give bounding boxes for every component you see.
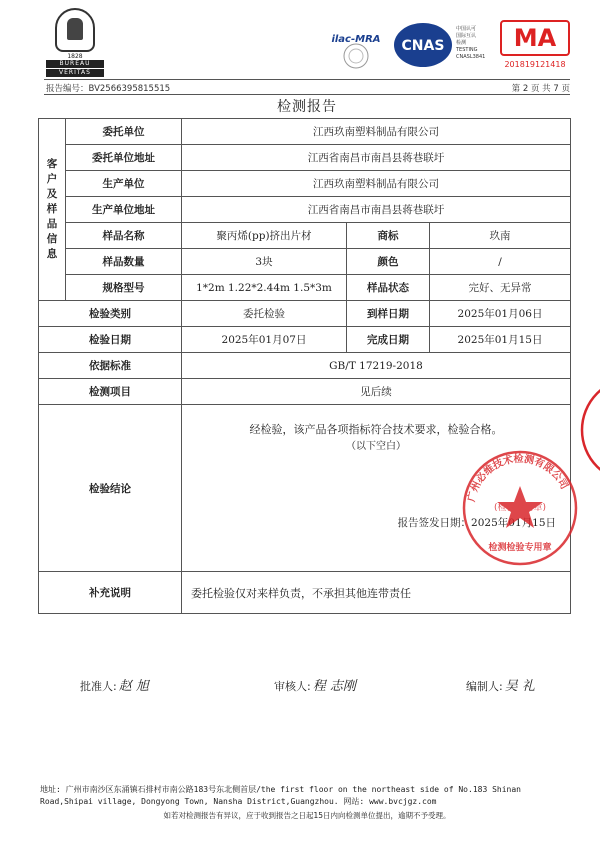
svg-text:ilac-MRA: ilac-MRA: [331, 34, 381, 45]
spec-value: 1*2m 1.22*2.44m 1.5*3m: [182, 275, 347, 301]
conclusion-blank-note: （以下空白）: [346, 441, 406, 452]
approver-label: 批准人:: [80, 680, 117, 693]
sample-state-value: 完好、无异常: [430, 275, 571, 301]
producer-value: 江西玖南塑料制品有限公司: [182, 171, 571, 197]
customer-sample-info-label: [39, 119, 66, 301]
report-number: 报告编号：BV2566395815515: [46, 84, 171, 94]
client-address-value: 江西省南昌市南昌县蒋巷联圩: [182, 145, 571, 171]
table-row: [39, 379, 571, 405]
bureau-veritas-logo: [46, 8, 104, 78]
side-label-text: 客户及样品信息: [46, 158, 58, 260]
bv-shield-icon: [55, 8, 95, 52]
spec-label: 规格型号: [66, 275, 182, 301]
table-row: [39, 249, 571, 275]
footer-notice: 如若对检测报告有异议，应于收到报告之日起15日内向检测单位提出，逾期不予受理。: [163, 811, 451, 820]
editor-signature: [466, 675, 535, 694]
svg-text:(检验专用章): (检验专用章): [493, 503, 547, 513]
table-row: [39, 353, 571, 379]
approver-signature: [80, 675, 149, 694]
svg-text:广州必维技术检测有限公司: 广州必维技术检测有限公司: [466, 453, 570, 503]
supplement-value: 委托检验仅对来样负责，不承担其他连带责任: [182, 572, 571, 614]
sample-qty-label: 样品数量: [66, 249, 182, 275]
reviewer-name: 程 志刚: [312, 679, 356, 694]
editor-label: 编制人:: [466, 680, 503, 693]
test-items-value: 见后续: [182, 379, 571, 405]
complete-date-value: 2025年01月15日: [430, 327, 571, 353]
producer-label: 生产单位: [66, 171, 182, 197]
standard-value: GB/T 17219-2018: [182, 353, 571, 379]
ma-mark: MA: [500, 20, 570, 56]
header-divider-2: [44, 94, 570, 95]
cnas-side-text: [456, 26, 498, 61]
cnas-side-line: CNASL3841: [456, 54, 486, 60]
table-row: [39, 223, 571, 249]
cnas-side-line: 中国认可: [456, 26, 477, 32]
reviewer-label: 审核人:: [274, 680, 311, 693]
producer-address-value: 江西省南昌市南昌县蒋巷联圩: [182, 197, 571, 223]
brand-label: 商标: [347, 223, 430, 249]
table-row: [39, 171, 571, 197]
bv-bureau-text: BUREAU: [46, 60, 104, 68]
sample-name-value: 聚丙烯(pp)挤出片材: [182, 223, 347, 249]
test-date-label: 检验日期: [39, 327, 182, 353]
test-items-label: 检测项目: [39, 379, 182, 405]
edge-seal-fragment: [574, 370, 600, 490]
sample-qty-value: 3块: [182, 249, 347, 275]
page-number: 第 2 页 共 7 页: [511, 84, 570, 94]
table-row: [39, 119, 571, 145]
cnas-side-line: 国际互认: [456, 33, 477, 39]
test-type-value: 委托检验: [182, 301, 347, 327]
color-value: /: [430, 249, 571, 275]
cma-logo: [500, 20, 570, 74]
issue-date: 报告签发日期：2025年01月15日: [397, 517, 557, 529]
sample-state-label: 样品状态: [347, 275, 430, 301]
bv-veritas-text: VERITAS: [46, 69, 104, 77]
ma-number: 201819121418: [504, 60, 566, 69]
brand-value: 玖南: [430, 223, 571, 249]
bv-year: 1828: [67, 53, 83, 60]
table-row: [39, 301, 571, 327]
color-label: 颜色: [347, 249, 430, 275]
table-row: [39, 197, 571, 223]
arrive-date-label: 到样日期: [347, 301, 430, 327]
table-row: [39, 275, 571, 301]
header-divider: [44, 79, 570, 80]
table-row: [39, 572, 571, 614]
cnas-logo: [392, 20, 454, 70]
arrive-date-value: 2025年01月06日: [430, 301, 571, 327]
test-date-value: 2025年01月07日: [182, 327, 347, 353]
supplement-label: 补充说明: [39, 572, 182, 614]
page-title: 检测报告: [277, 99, 337, 115]
reviewer-signature: [274, 675, 356, 694]
conclusion-label: 检验结论: [39, 405, 182, 572]
cnas-side-line: 检测: [456, 40, 467, 46]
table-row: [39, 327, 571, 353]
approver-name: 赵 旭: [118, 679, 149, 694]
ilac-mra-logo: [328, 22, 384, 70]
svg-text:CNAS: CNAS: [401, 38, 445, 54]
complete-date-label: 完成日期: [347, 327, 430, 353]
client-label: 委托单位: [66, 119, 182, 145]
producer-address-label: 生产单位地址: [66, 197, 182, 223]
svg-text:检测检验专用章: 检测检验专用章: [488, 543, 552, 553]
cnas-side-line: TESTING: [456, 47, 478, 53]
standard-label: 依据标准: [39, 353, 182, 379]
inspection-seal: [460, 448, 580, 568]
table-row: [39, 145, 571, 171]
editor-name: 吴 礼: [504, 679, 535, 694]
footer-address: 地址: 广州市南沙区东涌镇石排村市南公路183号东北侧首层/the first floor on the northeast side of No.183 Shinan Road,Shipai village, Dongyong Town, Nansha District,Guangzhou. 网站: www.bvcjgz.com: [40, 785, 521, 806]
client-value: 江西玖南塑料制品有限公司: [182, 119, 571, 145]
test-type-label: 检验类别: [39, 301, 182, 327]
sample-name-label: 样品名称: [66, 223, 182, 249]
conclusion-text: 经检验，该产品各项指标符合技术要求，检验合格。: [249, 423, 503, 436]
client-address-label: 委托单位地址: [66, 145, 182, 171]
